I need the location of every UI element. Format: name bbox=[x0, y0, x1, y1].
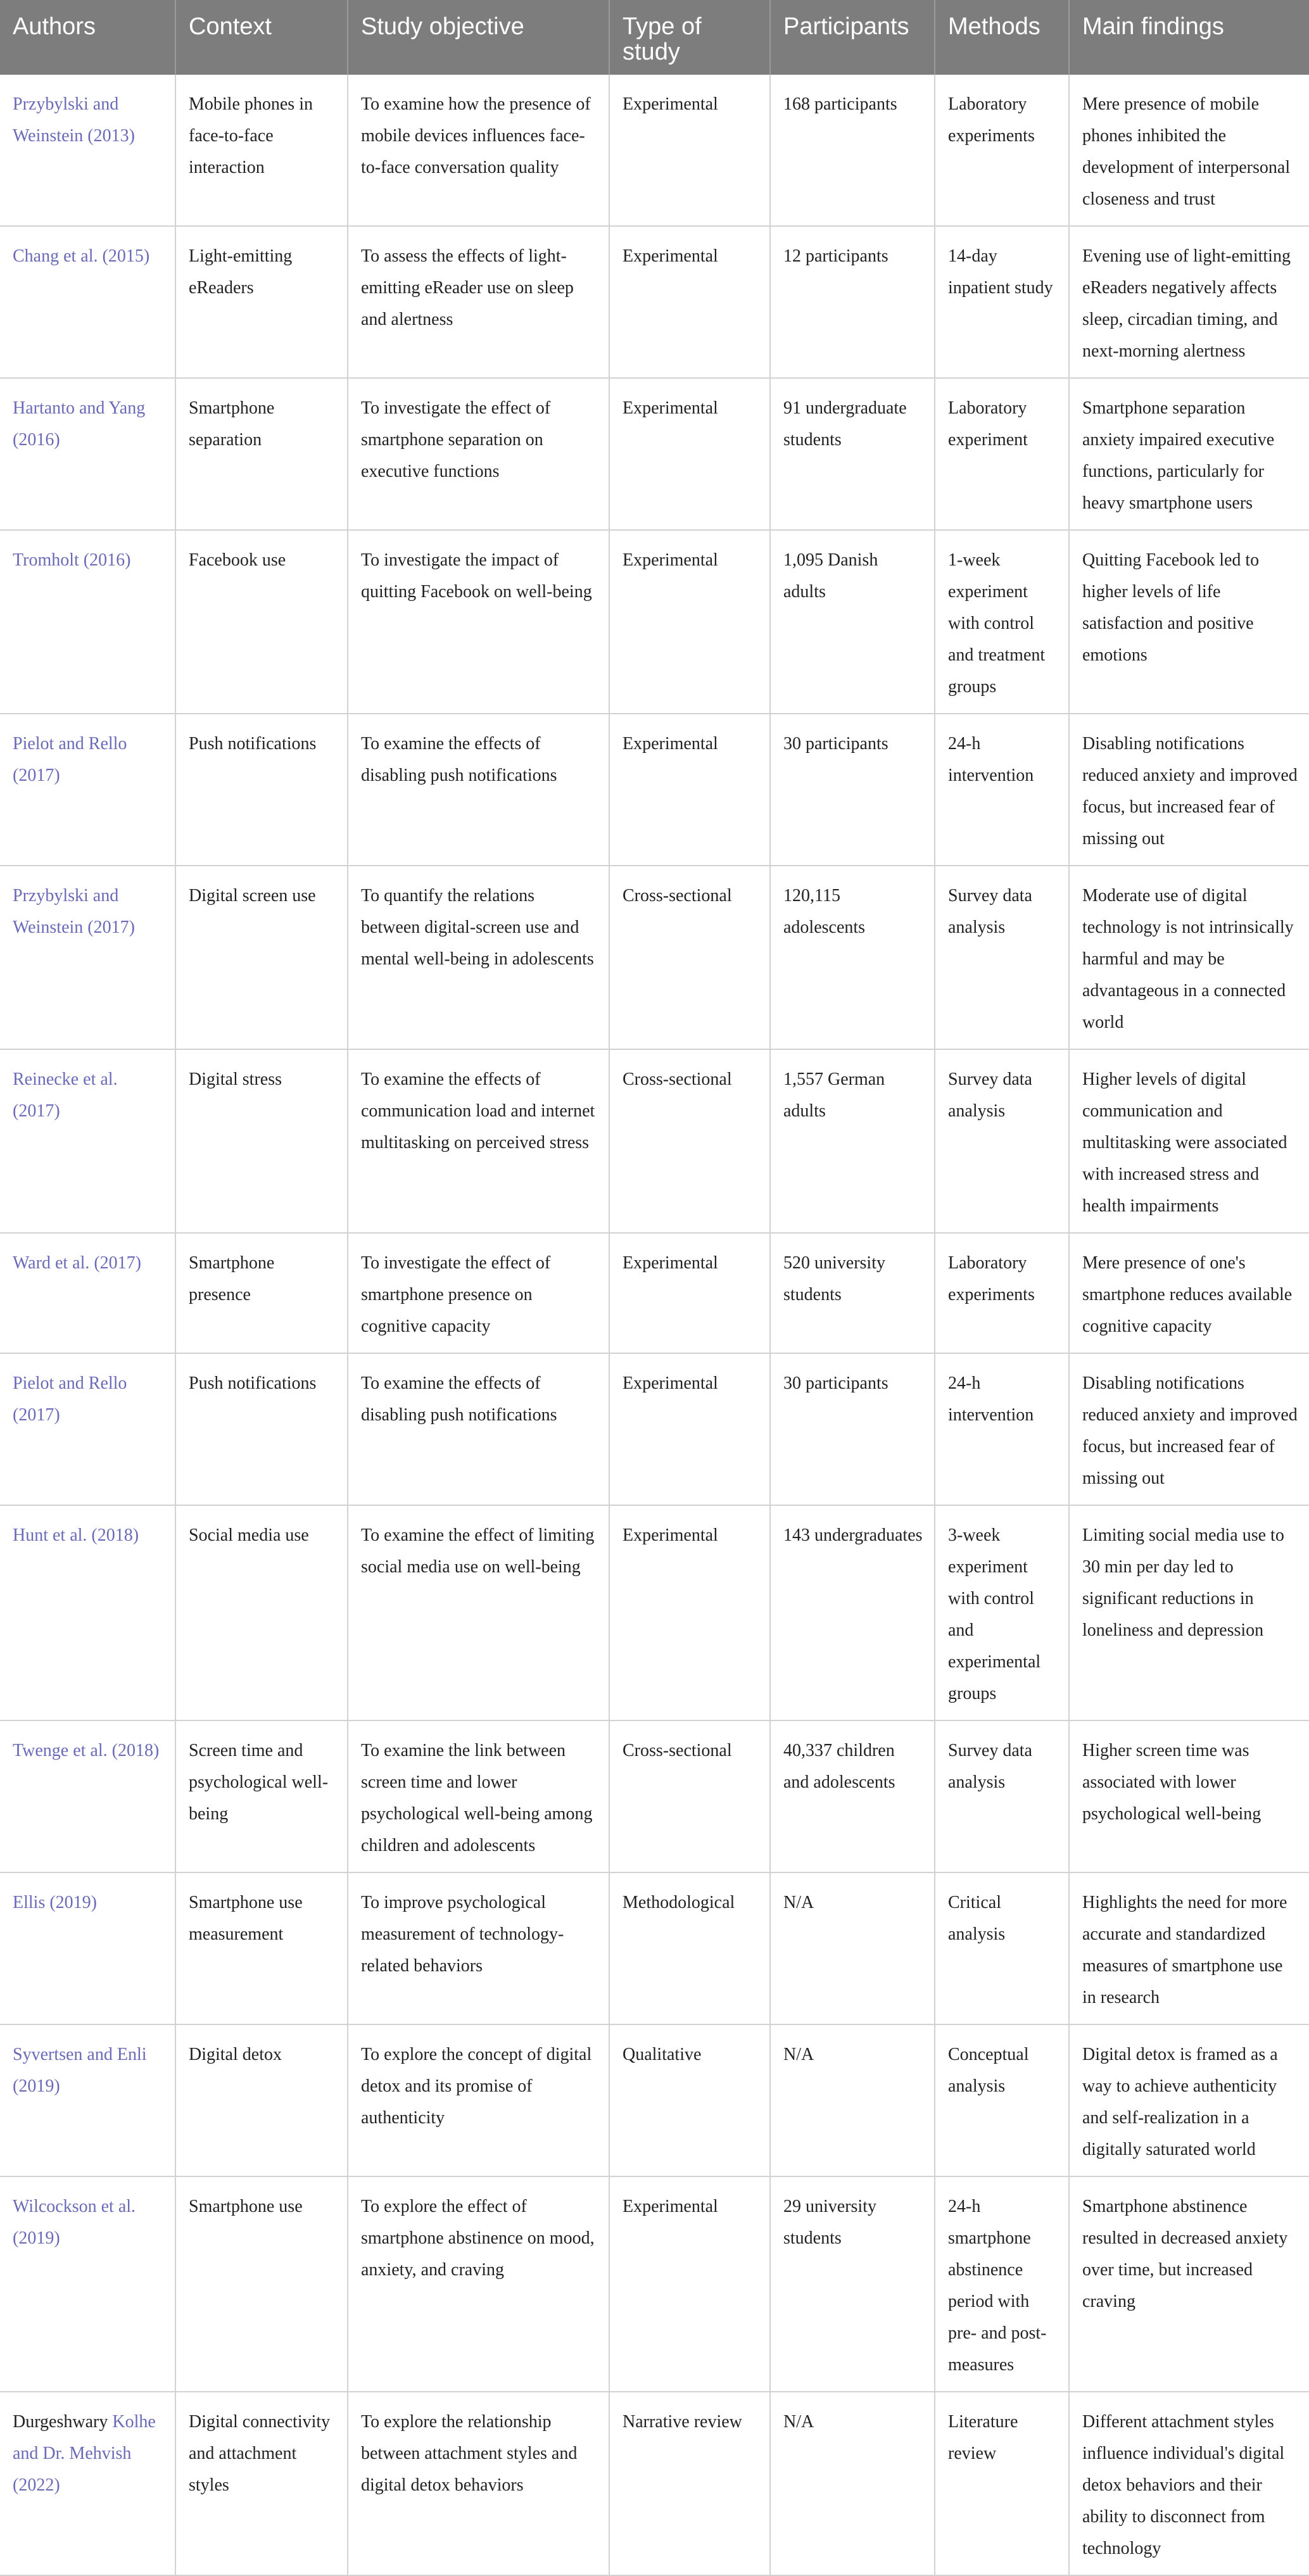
authors-cell bbox=[0, 226, 175, 378]
author-citation-link[interactable]: Pielot and Rello (2017) bbox=[13, 734, 127, 785]
type-of-study-cell: Narrative review bbox=[609, 2392, 770, 2575]
main-findings-cell: Evening use of light-emitting eReaders negatively affects sleep, circadian timing, and next-morning alertness bbox=[1069, 226, 1309, 378]
participants-cell: 1,557 German adults bbox=[770, 1049, 935, 1233]
methods-cell: 1-week experiment with control and treatment groups bbox=[935, 530, 1069, 714]
author-citation-link[interactable]: Tromholt (2016) bbox=[13, 550, 131, 570]
header-methods: Methods bbox=[935, 0, 1069, 75]
participants-cell: 29 university students bbox=[770, 2176, 935, 2392]
main-findings-cell: Higher levels of digital communication and multitasking were associated with increased stress and health impairments bbox=[1069, 1049, 1309, 1233]
study-objective-cell: To examine the effects of disabling push notifications bbox=[348, 1353, 609, 1505]
methods-cell: 14-day inpatient study bbox=[935, 226, 1069, 378]
methods-cell: 24-h intervention bbox=[935, 714, 1069, 866]
main-findings-cell: Different attachment styles influence individual's digital detox behaviors and their ability to disconnect from technology bbox=[1069, 2392, 1309, 2575]
authors-cell bbox=[0, 2024, 175, 2176]
type-of-study-cell: Cross-sectional bbox=[609, 1049, 770, 1233]
methods-cell: Survey data analysis bbox=[935, 1049, 1069, 1233]
participants-cell: 40,337 children and adolescents bbox=[770, 1720, 935, 1872]
table-row bbox=[0, 2176, 1309, 2392]
table-row bbox=[0, 1720, 1309, 1872]
table-header-row bbox=[0, 0, 1309, 75]
author-citation-link[interactable]: Ward et al. (2017) bbox=[13, 1253, 141, 1273]
type-of-study-cell: Experimental bbox=[609, 1505, 770, 1720]
table-row bbox=[0, 2024, 1309, 2176]
author-citation-link[interactable]: Wilcockson et al. (2019) bbox=[13, 2197, 136, 2248]
type-of-study-cell: Experimental bbox=[609, 378, 770, 530]
participants-cell: N/A bbox=[770, 2392, 935, 2575]
table-body bbox=[0, 75, 1309, 2575]
main-findings-cell: Quitting Facebook led to higher levels of life satisfaction and positive emotions bbox=[1069, 530, 1309, 714]
study-objective-cell: To examine the effects of disabling push notifications bbox=[348, 714, 609, 866]
author-citation-link[interactable]: Hunt et al. (2018) bbox=[13, 1525, 139, 1545]
participants-cell: 30 participants bbox=[770, 1353, 935, 1505]
author-citation-link[interactable]: Chang et al. (2015) bbox=[13, 246, 150, 266]
methods-cell: 3-week experiment with control and experimental groups bbox=[935, 1505, 1069, 1720]
table-row bbox=[0, 1872, 1309, 2024]
main-findings-cell: Higher screen time was associated with lower psychological well-being bbox=[1069, 1720, 1309, 1872]
authors-cell bbox=[0, 1872, 175, 2024]
main-findings-cell: Highlights the need for more accurate and standardized measures of smartphone use in research bbox=[1069, 1872, 1309, 2024]
type-of-study-cell: Qualitative bbox=[609, 2024, 770, 2176]
methods-cell: Laboratory experiments bbox=[935, 1233, 1069, 1353]
study-objective-cell: To examine the effects of communication load and internet multitasking on perceived stress bbox=[348, 1049, 609, 1233]
study-objective-cell: To examine the effect of limiting social media use on well-being bbox=[348, 1505, 609, 1720]
methods-cell: 24-h intervention bbox=[935, 1353, 1069, 1505]
context-cell: Smartphone use bbox=[175, 2176, 348, 2392]
study-objective-cell: To investigate the impact of quitting Facebook on well-being bbox=[348, 530, 609, 714]
authors-cell bbox=[0, 866, 175, 1049]
author-citation-link[interactable]: Syvertsen and Enli (2019) bbox=[13, 2045, 147, 2096]
authors-cell bbox=[0, 714, 175, 866]
authors-cell bbox=[0, 1353, 175, 1505]
context-cell: Social media use bbox=[175, 1505, 348, 1720]
header-authors: Authors bbox=[0, 0, 175, 75]
context-cell: Push notifications bbox=[175, 714, 348, 866]
participants-cell: N/A bbox=[770, 1872, 935, 2024]
study-objective-cell: To examine how the presence of mobile devices influences face-to-face conversation quality bbox=[348, 75, 609, 226]
study-objective-cell: To explore the concept of digital detox and its promise of authenticity bbox=[348, 2024, 609, 2176]
author-citation-link[interactable]: Hartanto and Yang (2016) bbox=[13, 398, 146, 450]
main-findings-cell: Disabling notifications reduced anxiety and improved focus, but increased fear of missing out bbox=[1069, 1353, 1309, 1505]
type-of-study-cell: Experimental bbox=[609, 75, 770, 226]
study-objective-cell: To explore the effect of smartphone abstinence on mood, anxiety, and craving bbox=[348, 2176, 609, 2392]
study-objective-cell: To improve psychological measurement of technology-related behaviors bbox=[348, 1872, 609, 2024]
main-findings-cell: Limiting social media use to 30 min per day led to significant reductions in loneliness and depression bbox=[1069, 1505, 1309, 1720]
context-cell: Smartphone use measurement bbox=[175, 1872, 348, 2024]
participants-cell: 143 undergraduates bbox=[770, 1505, 935, 1720]
author-citation-link[interactable]: Przybylski and Weinstein (2017) bbox=[13, 886, 135, 937]
table-row bbox=[0, 714, 1309, 866]
author-citation-link[interactable]: Kolhe and Dr. Mehvish (2022) bbox=[13, 2412, 156, 2495]
type-of-study-cell: Experimental bbox=[609, 2176, 770, 2392]
participants-cell: 1,095 Danish adults bbox=[770, 530, 935, 714]
context-cell: Digital detox bbox=[175, 2024, 348, 2176]
participants-cell: 520 university students bbox=[770, 1233, 935, 1353]
authors-cell bbox=[0, 1049, 175, 1233]
context-cell: Smartphone separation bbox=[175, 378, 348, 530]
header-context: Context bbox=[175, 0, 348, 75]
table-row bbox=[0, 1353, 1309, 1505]
methods-cell: 24-h smartphone abstinence period with pre- and post-measures bbox=[935, 2176, 1069, 2392]
participants-cell: 12 participants bbox=[770, 226, 935, 378]
header-participants: Participants bbox=[770, 0, 935, 75]
methods-cell: Conceptual analysis bbox=[935, 2024, 1069, 2176]
main-findings-cell: Digital detox is framed as a way to achieve authenticity and self-realization in a digitally saturated world bbox=[1069, 2024, 1309, 2176]
table-row bbox=[0, 75, 1309, 226]
methods-cell: Critical analysis bbox=[935, 1872, 1069, 2024]
context-cell: Digital connectivity and attachment styles bbox=[175, 2392, 348, 2575]
context-cell: Digital screen use bbox=[175, 866, 348, 1049]
study-objective-cell: To examine the link between screen time and lower psychological well-being among children and adolescents bbox=[348, 1720, 609, 1872]
methods-cell: Survey data analysis bbox=[935, 1720, 1069, 1872]
main-findings-cell: Mere presence of one's smartphone reduces available cognitive capacity bbox=[1069, 1233, 1309, 1353]
authors-cell bbox=[0, 2392, 175, 2575]
study-objective-cell: To investigate the effect of smartphone separation on executive functions bbox=[348, 378, 609, 530]
context-cell: Facebook use bbox=[175, 530, 348, 714]
context-cell: Screen time and psychological well-being bbox=[175, 1720, 348, 1872]
main-findings-cell: Smartphone abstinence resulted in decreased anxiety over time, but increased craving bbox=[1069, 2176, 1309, 2392]
table-row bbox=[0, 530, 1309, 714]
context-cell: Smartphone presence bbox=[175, 1233, 348, 1353]
methods-cell: Survey data analysis bbox=[935, 866, 1069, 1049]
methods-cell: Laboratory experiments bbox=[935, 75, 1069, 226]
authors-cell bbox=[0, 1233, 175, 1353]
type-of-study-cell: Cross-sectional bbox=[609, 866, 770, 1049]
type-of-study-cell: Cross-sectional bbox=[609, 1720, 770, 1872]
study-objective-cell: To assess the effects of light-emitting eReader use on sleep and alertness bbox=[348, 226, 609, 378]
methods-cell: Literature review bbox=[935, 2392, 1069, 2575]
participants-cell: N/A bbox=[770, 2024, 935, 2176]
author-name-text: Durgeshwary bbox=[13, 2412, 113, 2432]
main-findings-cell: Moderate use of digital technology is not intrinsically harmful and may be advantageous in a connected world bbox=[1069, 866, 1309, 1049]
type-of-study-cell: Experimental bbox=[609, 1233, 770, 1353]
table-row bbox=[0, 226, 1309, 378]
authors-cell bbox=[0, 378, 175, 530]
study-objective-cell: To investigate the effect of smartphone presence on cognitive capacity bbox=[348, 1233, 609, 1353]
table-row bbox=[0, 378, 1309, 530]
author-citation-link[interactable]: Twenge et al. (2018) bbox=[13, 1741, 160, 1760]
table-row bbox=[0, 866, 1309, 1049]
table-row bbox=[0, 1505, 1309, 1720]
type-of-study-cell: Experimental bbox=[609, 714, 770, 866]
author-citation-link[interactable]: Pielot and Rello (2017) bbox=[13, 1373, 127, 1425]
header-study-objective: Study objective bbox=[348, 0, 609, 75]
participants-cell: 30 participants bbox=[770, 714, 935, 866]
table-row bbox=[0, 1233, 1309, 1353]
table-row bbox=[0, 2392, 1309, 2575]
author-citation-link[interactable]: Przybylski and Weinstein (2013) bbox=[13, 94, 135, 146]
authors-cell bbox=[0, 530, 175, 714]
study-objective-cell: To quantify the relations between digital-screen use and mental well-being in adolescents bbox=[348, 866, 609, 1049]
type-of-study-cell: Experimental bbox=[609, 1353, 770, 1505]
methods-cell: Laboratory experiment bbox=[935, 378, 1069, 530]
study-objective-cell: To explore the relationship between attachment styles and digital detox behaviors bbox=[348, 2392, 609, 2575]
main-findings-cell: Mere presence of mobile phones inhibited the development of interpersonal closeness and trust bbox=[1069, 75, 1309, 226]
authors-cell bbox=[0, 2176, 175, 2392]
type-of-study-cell: Experimental bbox=[609, 226, 770, 378]
context-cell: Push notifications bbox=[175, 1353, 348, 1505]
context-cell: Light-emitting eReaders bbox=[175, 226, 348, 378]
authors-cell bbox=[0, 1720, 175, 1872]
main-findings-cell: Disabling notifications reduced anxiety and improved focus, but increased fear of missing out bbox=[1069, 714, 1309, 866]
header-main-findings: Main findings bbox=[1069, 0, 1309, 75]
context-cell: Mobile phones in face-to-face interaction bbox=[175, 75, 348, 226]
context-cell: Digital stress bbox=[175, 1049, 348, 1233]
participants-cell: 120,115 adolescents bbox=[770, 866, 935, 1049]
table-row bbox=[0, 1049, 1309, 1233]
participants-cell: 91 undergraduate students bbox=[770, 378, 935, 530]
authors-cell bbox=[0, 75, 175, 226]
header-type-of-study: Type of study bbox=[609, 0, 770, 75]
type-of-study-cell: Experimental bbox=[609, 530, 770, 714]
participants-cell: 168 participants bbox=[770, 75, 935, 226]
author-citation-link[interactable]: Reinecke et al. (2017) bbox=[13, 1070, 118, 1121]
authors-cell bbox=[0, 1505, 175, 1720]
main-findings-cell: Smartphone separation anxiety impaired executive functions, particularly for heavy smartphone users bbox=[1069, 378, 1309, 530]
type-of-study-cell: Methodological bbox=[609, 1872, 770, 2024]
author-citation-link[interactable]: Ellis (2019) bbox=[13, 1893, 97, 1912]
